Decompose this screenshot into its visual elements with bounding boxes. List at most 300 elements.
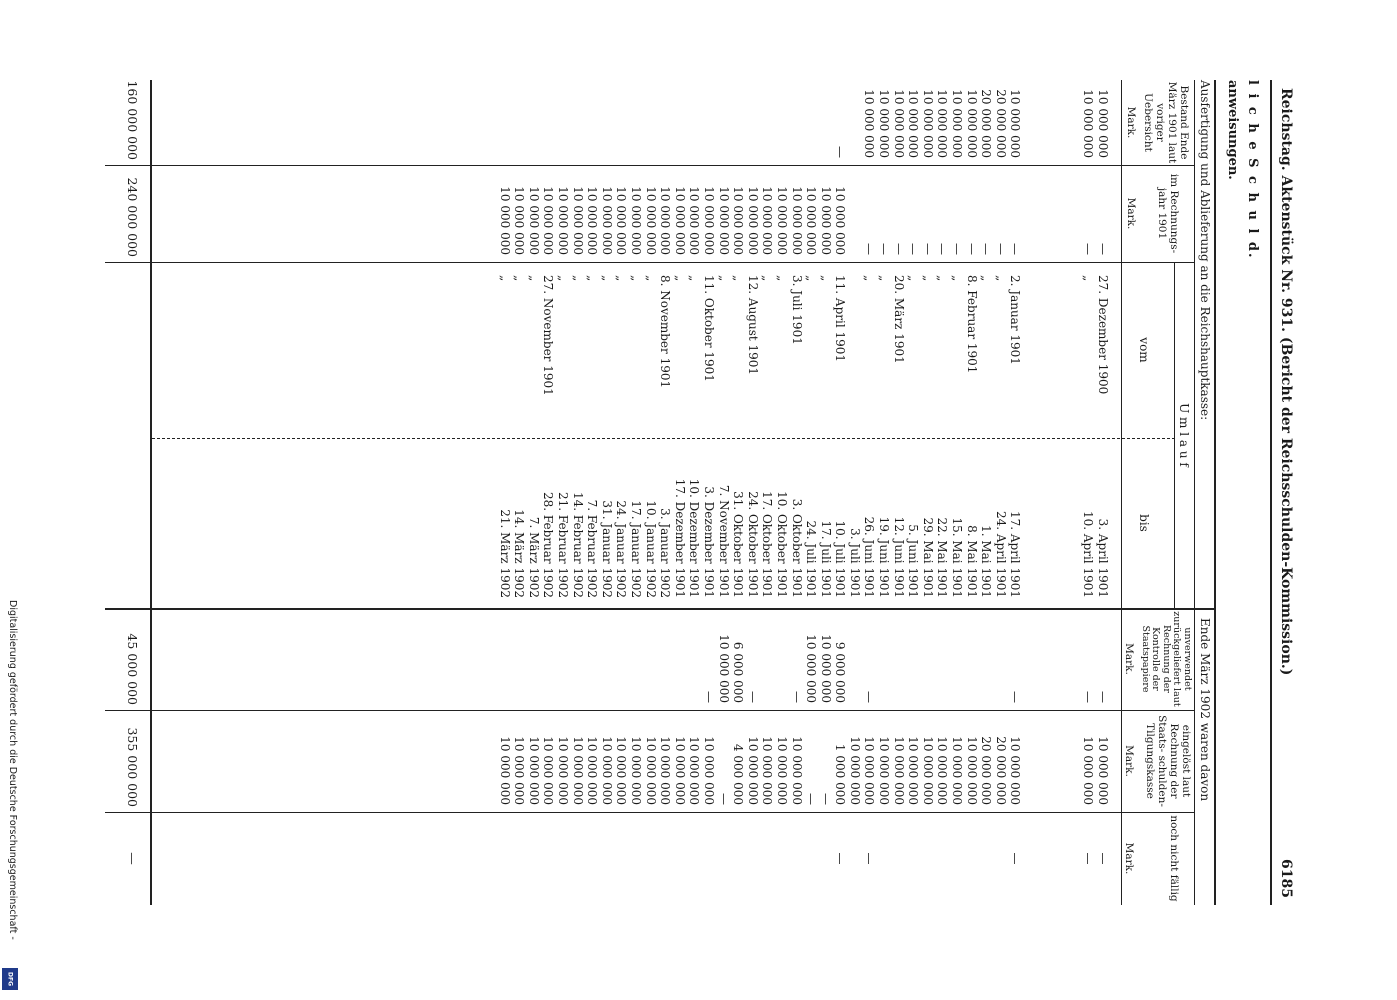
total-unverwendet: 45 000 000: [125, 633, 140, 705]
cell-bestand: [555, 80, 570, 158]
table-header-rule: [1121, 80, 1122, 905]
cell-bestand: [585, 80, 600, 158]
cell-vom: 11. April 1901: [833, 275, 848, 363]
column-unverwendet: [497, 608, 1110, 703]
cell-unverwendet: [687, 608, 702, 703]
cell-vom: „: [993, 275, 1008, 282]
cell-eingeloest: 10 000 000: [847, 736, 862, 805]
cell-bestand: [760, 80, 775, 158]
cell-bestand: [628, 80, 643, 158]
cell-unverwendet: [935, 608, 950, 703]
cell-eingeloest: —: [804, 793, 819, 805]
cell-eingeloest: 10 000 000: [629, 736, 643, 805]
cell-vom: 20. März 1901: [891, 275, 906, 364]
cell-bestand: 10 000 000: [1081, 89, 1096, 158]
cell-nicht-faellig: [906, 812, 921, 905]
cell-unverwendet: [628, 608, 643, 703]
cell-im-jahr: 10 000 000: [585, 186, 600, 255]
cell-eingeloest: 10 000 000: [541, 736, 556, 805]
section-right-heading: Ende März 1902 waren davon: [1198, 618, 1212, 802]
col-unit-eingeloest: Mark.: [1123, 745, 1135, 777]
cell-nicht-faellig: [555, 812, 570, 905]
cell-unverwendet: —: [1096, 691, 1110, 703]
cell-bestand: [1052, 80, 1067, 158]
cell-vom: 8. Februar 1901: [964, 275, 979, 374]
cell-unverwendet: —: [745, 691, 760, 703]
cell-vom: „: [804, 275, 819, 282]
cell-eingeloest: 1 000 000: [833, 743, 848, 805]
cell-nicht-faellig: [628, 812, 643, 905]
col-unit-bestand: Mark.: [1125, 106, 1137, 139]
cell-eingeloest: [1052, 710, 1067, 805]
cell-eingeloest: 10 000 000: [745, 736, 760, 805]
column-im-jahr: [497, 165, 1110, 255]
cell-nicht-faellig: [920, 812, 935, 905]
cell-nicht-faellig: [745, 812, 760, 905]
total-bestand: 160 000 000: [125, 80, 140, 160]
cell-unverwendet: [555, 608, 570, 703]
cell-vom: „: [716, 275, 731, 282]
cell-bestand: [643, 80, 658, 158]
cell-nicht-faellig: [643, 812, 658, 905]
total-nicht-faellig: —: [125, 852, 140, 865]
cell-bis: 24. Juli 1901: [804, 520, 819, 598]
column-bis: [497, 438, 1110, 598]
page-header: [1270, 88, 1294, 898]
cell-bis: 7. November 1901: [716, 484, 731, 598]
cell-bis: 26. Juni 1901: [862, 516, 877, 598]
cell-eingeloest: 10 000 000: [614, 736, 629, 805]
cell-eingeloest: 10 000 000: [774, 736, 789, 805]
cell-vom: „: [1081, 275, 1096, 282]
cell-im-jahr: —: [964, 243, 979, 255]
cell-bis: 8. Mai 1901: [964, 525, 979, 598]
cell-nicht-faellig: [1052, 812, 1067, 905]
cell-unverwendet: [920, 608, 935, 703]
cell-im-jahr: —: [979, 243, 994, 255]
cell-im-jahr: —: [862, 243, 877, 255]
cell-bestand: [731, 80, 746, 158]
cell-im-jahr: —: [1008, 243, 1023, 255]
cell-nicht-faellig: [512, 812, 527, 905]
cell-eingeloest: 10 000 000: [891, 736, 906, 805]
cell-im-jahr: 10 000 000: [643, 186, 658, 255]
cell-im-jahr: 10 000 000: [599, 186, 614, 255]
subhead-anweisungen: anweisungen.: [1225, 80, 1240, 180]
cell-bis: [1052, 438, 1067, 598]
cell-bis: 24. Oktober 1901: [745, 491, 760, 598]
cell-vom: „: [731, 275, 746, 282]
cell-nicht-faellig: [847, 812, 862, 905]
cell-bestand: [789, 80, 804, 158]
cell-nicht-faellig: [1022, 812, 1037, 905]
credit-text: Digitalisierung gefördert durch die Deutsche Forschungsgemeinschaft -: [7, 600, 18, 940]
cell-bestand: [774, 80, 789, 158]
cell-bis: 7. März 1902: [526, 516, 541, 598]
column-vom: [497, 275, 1110, 435]
cell-im-jahr: 10 000 000: [804, 186, 819, 255]
cell-im-jahr: 10 000 000: [526, 186, 541, 255]
cell-im-jahr: —: [877, 243, 892, 255]
cell-bestand: 10 000 000: [877, 89, 892, 158]
cell-bestand: [687, 80, 702, 158]
cell-unverwendet: [906, 608, 921, 703]
col-rule-2: [105, 262, 1195, 263]
cell-bestand: 10 000 000: [964, 89, 979, 158]
cell-nicht-faellig: [774, 812, 789, 905]
cell-im-jahr: 10 000 000: [687, 186, 702, 255]
cell-im-jahr: 10 000 000: [672, 186, 687, 255]
cell-im-jahr: [847, 165, 862, 255]
col-header-nicht-faellig: noch nicht fällig: [1168, 815, 1180, 902]
cell-bis: 7. Februar 1902: [585, 499, 600, 598]
cell-eingeloest: [1022, 710, 1037, 805]
cell-vom: 27. Dezember 1900: [1096, 275, 1110, 395]
cell-bestand: [497, 80, 512, 158]
cell-unverwendet: [1052, 608, 1067, 703]
cell-unverwendet: [964, 608, 979, 703]
cell-vom: „: [818, 275, 833, 282]
cell-bestand: [526, 80, 541, 158]
cell-im-jahr: 10 000 000: [701, 186, 716, 255]
cell-vom: 2. Januar 1901: [1008, 275, 1023, 365]
cell-eingeloest: 10 000 000: [658, 736, 673, 805]
cell-bestand: —: [833, 146, 848, 158]
cell-bestand: [745, 80, 760, 158]
cell-bestand: 20 000 000: [979, 89, 994, 158]
cell-vom: „: [950, 275, 965, 282]
cell-im-jahr: 10 000 000: [658, 186, 673, 255]
cell-unverwendet: [1022, 608, 1037, 703]
cell-bestand: 10 000 000: [1008, 89, 1023, 158]
cell-bestand: [570, 80, 585, 158]
cell-vom: 3. Juli 1901: [789, 275, 804, 345]
cell-vom: 27. November 1901: [541, 275, 556, 396]
cell-im-jahr: 10 000 000: [760, 186, 775, 255]
cell-im-jahr: 10 000 000: [716, 186, 731, 255]
cell-im-jahr: [1066, 165, 1081, 255]
cell-eingeloest: 10 000 000: [643, 736, 658, 805]
cell-unverwendet: —: [1081, 691, 1096, 703]
cell-nicht-faellig: [585, 812, 600, 905]
cell-im-jahr: —: [906, 243, 921, 255]
cell-bestand: 10 000 000: [906, 89, 921, 158]
cell-bestand: [658, 80, 673, 158]
cell-im-jahr: 10 000 000: [570, 186, 585, 255]
cell-eingeloest: 10 000 000: [789, 736, 804, 805]
cell-nicht-faellig: [687, 812, 702, 905]
cell-nicht-faellig: [760, 812, 775, 905]
cell-nicht-faellig: [993, 812, 1008, 905]
cell-nicht-faellig: [497, 812, 512, 905]
cell-nicht-faellig: [526, 812, 541, 905]
cell-unverwendet: —: [789, 691, 804, 703]
cell-bis: 12. Juni 1901: [891, 516, 906, 598]
cell-im-jahr: 10 000 000: [614, 186, 629, 255]
cell-bestand: [599, 80, 614, 158]
cell-unverwendet: [526, 608, 541, 703]
cell-im-jahr: —: [1096, 243, 1110, 255]
cell-unverwendet: [949, 608, 964, 703]
cell-bis: 24. April 1901: [993, 510, 1008, 598]
cell-im-jahr: —: [935, 243, 950, 255]
cell-bestand: [512, 80, 527, 158]
cell-unverwendet: [585, 608, 600, 703]
cell-bestand: [1066, 80, 1081, 158]
cell-bis: 5. Juni 1901: [906, 524, 921, 598]
cell-eingeloest: 10 000 000: [526, 736, 541, 805]
cell-bis: 24. Januar 1902: [614, 500, 629, 598]
cell-bis: 17. Juli 1901: [818, 520, 833, 598]
col-unit-unverwendet: Mark.: [1123, 643, 1135, 675]
cell-eingeloest: 10 000 000: [950, 736, 965, 805]
cell-bis: 31. Januar 1902: [599, 500, 614, 598]
cell-unverwendet: [760, 608, 775, 703]
cell-eingeloest: 10 000 000: [964, 736, 979, 805]
cell-eingeloest: 20 000 000: [979, 736, 994, 805]
cell-unverwendet: [891, 608, 906, 703]
col-unit-nicht-faellig: Mark.: [1123, 842, 1135, 875]
cell-vom: „: [906, 275, 921, 282]
cell-nicht-faellig: [818, 812, 833, 905]
cell-im-jahr: [1022, 165, 1037, 255]
cell-vom: „: [512, 275, 527, 282]
subhead-schuld: l i c h e S c h u l d.: [1245, 80, 1260, 260]
cell-nicht-faellig: —: [862, 852, 877, 865]
cell-nicht-faellig: [964, 812, 979, 905]
cell-nicht-faellig: [877, 812, 892, 905]
cell-nicht-faellig: [614, 812, 629, 905]
cell-bestand: 10 000 000: [891, 89, 906, 158]
digitization-credit: [4, 600, 18, 995]
cell-eingeloest: 10 000 000: [935, 736, 950, 805]
cell-bestand: [818, 80, 833, 158]
cell-bis: 3. April 1901: [1096, 518, 1110, 598]
cell-eingeloest: 10 000 000: [760, 736, 775, 805]
cell-vom: „: [614, 275, 629, 282]
cell-im-jahr: —: [891, 243, 906, 255]
cell-nicht-faellig: [570, 812, 585, 905]
umlauf-rule: [1174, 262, 1175, 608]
table-subhead-rule: [1194, 80, 1195, 905]
cell-im-jahr: 10 000 000: [731, 186, 746, 255]
cell-nicht-faellig: [541, 812, 556, 905]
cell-bis: 17. April 1901: [1008, 510, 1023, 598]
cell-vom: 12. August 1901: [745, 275, 760, 376]
cell-eingeloest: 10 000 000: [906, 736, 921, 805]
cell-nicht-faellig: [979, 812, 994, 905]
cell-eingeloest: 10 000 000: [687, 736, 702, 805]
cell-unverwendet: [658, 608, 673, 703]
cell-eingeloest: 10 000 000: [497, 736, 512, 805]
cell-nicht-faellig: —: [1081, 852, 1096, 865]
cell-vom: „: [526, 275, 541, 282]
cell-bis: 10. Juli 1901: [833, 520, 848, 598]
cell-unverwendet: [541, 608, 556, 703]
cell-bestand: 10 000 000: [950, 89, 965, 158]
cell-vom: „: [862, 275, 877, 282]
cell-im-jahr: 10 000 000: [789, 186, 804, 255]
cell-im-jahr: 10 000 000: [774, 186, 789, 255]
cell-bis: [1066, 438, 1081, 598]
col-header-vom: vom: [1137, 337, 1151, 363]
cell-eingeloest: 10 000 000: [585, 736, 600, 805]
cell-vom: „: [935, 275, 950, 282]
cell-vom: „: [877, 275, 892, 282]
cell-eingeloest: 10 000 000: [862, 736, 877, 805]
cell-bis: 10. Oktober 1901: [774, 491, 789, 598]
cell-eingeloest: 10 000 000: [1096, 736, 1110, 805]
cell-eingeloest: 10 000 000: [877, 736, 892, 805]
cell-eingeloest: 10 000 000: [512, 736, 527, 805]
cell-eingeloest: 10 000 000: [701, 736, 716, 805]
cell-bis: 3. Juli 1901: [847, 528, 862, 598]
rotated-document: [110, 80, 1300, 905]
cell-vom: 8. November 1901: [658, 275, 673, 389]
cell-im-jahr: 10 000 000: [512, 186, 527, 255]
cell-unverwendet: 10 000 000: [818, 634, 833, 703]
cell-bis: 29. Mai 1901: [920, 517, 935, 598]
cell-eingeloest: —: [818, 793, 833, 805]
cell-nicht-faellig: [658, 812, 673, 905]
col-header-im-jahr: im Rechnungs- jahr 1901: [1156, 173, 1180, 254]
cell-vom: „: [556, 275, 571, 282]
cell-bis: 21. März 1902: [497, 509, 512, 598]
cell-bis: 10. Dezember 1901: [687, 478, 702, 598]
cell-eingeloest: [1066, 710, 1081, 805]
cell-bestand: [701, 80, 716, 158]
cell-vom: „: [672, 275, 687, 282]
col-header-unverwendet: unverwendet zurückgeliefert laut Rechnung der Kontrolle der Staatspapiere: [1140, 611, 1193, 707]
cell-bis: 17. Januar 1902: [629, 500, 643, 598]
col-header-umlauf: U m l a u f: [1177, 403, 1191, 467]
cell-unverwendet: [599, 608, 614, 703]
cell-im-jahr: —: [1081, 243, 1096, 255]
cell-im-jahr: 10 000 000: [497, 186, 512, 255]
column-nicht-faellig: [497, 812, 1110, 905]
cell-unverwendet: [512, 608, 527, 703]
cell-vom: „: [979, 275, 994, 282]
cell-bestand: 10 000 000: [862, 89, 877, 158]
col-header-bestand: Bestand Ende März 1901 laut voriger Uebersicht: [1142, 81, 1190, 164]
cell-vom: [1066, 275, 1081, 435]
cell-eingeloest: 20 000 000: [993, 736, 1008, 805]
dfg-logo-icon: DFG: [2, 968, 18, 990]
cell-bis: 14. März 1902: [512, 509, 527, 598]
cell-vom: „: [774, 275, 789, 282]
cell-unverwendet: —: [701, 691, 716, 703]
cell-vom: „: [585, 275, 600, 282]
cell-bis: 15. Mai 1901: [950, 517, 965, 598]
cell-nicht-faellig: [949, 812, 964, 905]
cell-bestand: [1037, 80, 1052, 158]
cell-nicht-faellig: [701, 812, 716, 905]
cell-bis: 14. Februar 1902: [570, 491, 585, 598]
cell-bis: 31. Oktober 1901: [731, 491, 746, 598]
column-eingeloest: [497, 710, 1110, 805]
cell-bis: 17. Dezember 1901: [672, 478, 687, 598]
cell-nicht-faellig: [891, 812, 906, 905]
cell-unverwendet: 9 000 000: [833, 641, 848, 703]
header-title: Reichstag. Aktenstück Nr. 931. (Bericht der Reichsschulden-Kommission.): [1278, 88, 1294, 676]
col-header-eingeloest: eingelöst laut Rechnung der Staats- schulden- Tilgungskasse: [1144, 715, 1192, 807]
cell-bestand: [541, 80, 556, 158]
cell-nicht-faellig: [789, 812, 804, 905]
cell-unverwendet: [570, 608, 585, 703]
cell-nicht-faellig: [804, 812, 819, 905]
cell-vom: 11. Oktober 1901: [701, 275, 716, 382]
total-im-jahr: 240 000 000: [125, 177, 140, 257]
cell-nicht-faellig: [672, 812, 687, 905]
cell-nicht-faellig: —: [1008, 852, 1023, 865]
cell-vom: [1037, 275, 1052, 435]
cell-nicht-faellig: [935, 812, 950, 905]
col-header-bis: bis: [1137, 514, 1151, 532]
cell-eingeloest: 4 000 000: [731, 743, 746, 805]
cell-unverwendet: [1066, 608, 1081, 703]
cell-bestand: 10 000 000: [1096, 89, 1110, 158]
column-bestand: [497, 80, 1110, 158]
cell-bestand: [672, 80, 687, 158]
cell-im-jahr: 10 000 000: [629, 186, 643, 255]
cell-vom: [1022, 275, 1037, 435]
cell-eingeloest: —: [716, 793, 731, 805]
section-left-heading: Ausfertigung und Ablieferung an die Reichshauptkasse:: [1198, 80, 1212, 421]
cell-eingeloest: 10 000 000: [599, 736, 614, 805]
cell-unverwendet: [774, 608, 789, 703]
cell-bis: 3. Januar 1902: [658, 508, 673, 598]
cell-unverwendet: [643, 608, 658, 703]
cell-vom: „: [920, 275, 935, 282]
cell-bis: 21. Februar 1902: [556, 491, 571, 598]
cell-unverwendet: [497, 608, 512, 703]
cell-vom: „: [497, 275, 512, 282]
cell-bis: 1. Mai 1901: [979, 525, 994, 598]
col-unit-im-jahr: Mark.: [1125, 197, 1137, 230]
cell-eingeloest: 10 000 000: [1081, 736, 1096, 805]
cell-unverwendet: 10 000 000: [804, 634, 819, 703]
cell-unverwendet: [1037, 608, 1052, 703]
cell-im-jahr: 10 000 000: [541, 186, 556, 255]
cell-bis: [1037, 438, 1052, 598]
cell-im-jahr: 10 000 000: [833, 186, 848, 255]
cell-bestand: 10 000 000: [920, 89, 935, 158]
cell-bis: 17. Oktober 1901: [760, 491, 775, 598]
cell-nicht-faellig: —: [833, 852, 848, 865]
cell-im-jahr: —: [993, 243, 1008, 255]
cell-unverwendet: 6 000 000: [731, 641, 746, 703]
cell-unverwendet: [672, 608, 687, 703]
cell-im-jahr: [1037, 165, 1052, 255]
cell-bestand: 20 000 000: [993, 89, 1008, 158]
page-number: 6185: [1278, 859, 1294, 898]
cell-vom: „: [760, 275, 775, 282]
cell-bestand: 10 000 000: [935, 89, 950, 158]
total-rule: [150, 80, 152, 905]
cell-unverwendet: [993, 608, 1008, 703]
cell-bis: 3. Oktober 1901: [789, 498, 804, 598]
cell-im-jahr: [1052, 165, 1067, 255]
cell-vom: „: [629, 275, 643, 282]
cell-eingeloest: 10 000 000: [1008, 736, 1023, 805]
cell-vom: „: [643, 275, 658, 282]
cell-vom: „: [687, 275, 702, 282]
cell-bestand: [1022, 80, 1037, 158]
cell-nicht-faellig: [1066, 812, 1081, 905]
cell-unverwendet: —: [1008, 691, 1023, 703]
cell-bis: [1022, 438, 1037, 598]
cell-bestand: [847, 80, 862, 158]
